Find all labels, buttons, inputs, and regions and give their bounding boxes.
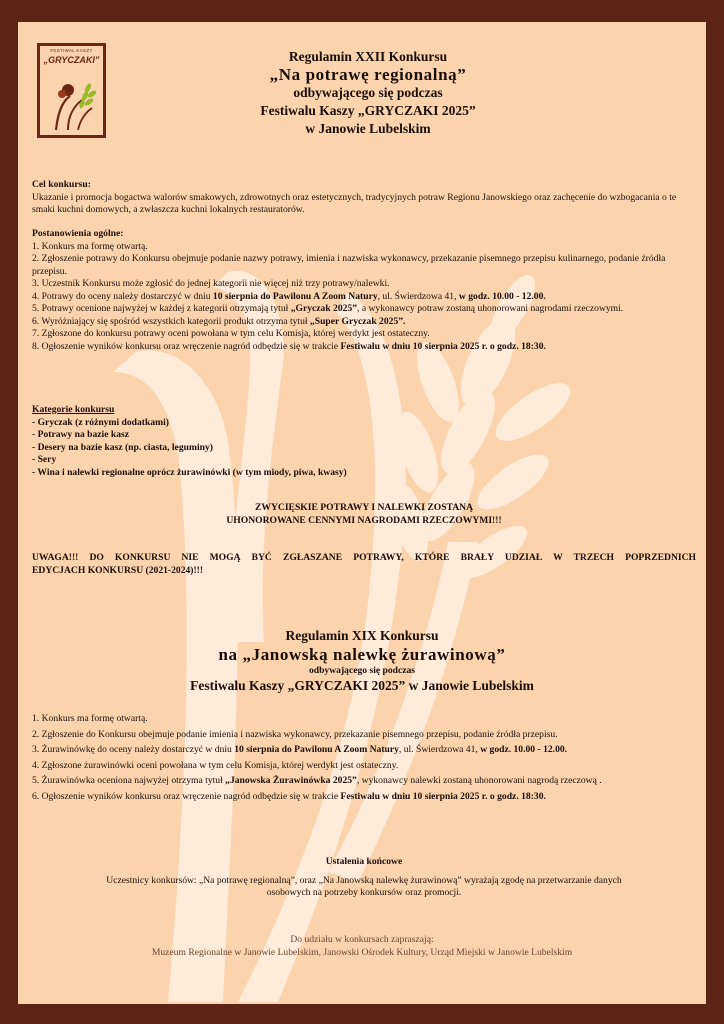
- footer-line-1: Do udziału w konkursach zapraszają:: [290, 934, 434, 945]
- category-item: - Gryczak (z różnymi dodatkami): [32, 416, 169, 428]
- general-rule-5-cont: rzeczowymi.: [573, 303, 624, 314]
- goal-section: [32, 179, 696, 217]
- second-rule-5-title: „Janowska Żurawinówka 2025”: [225, 775, 357, 786]
- categories-title: Kategorie konkursu: [32, 404, 115, 415]
- second-contest-name: na „Janowską nalewkę żurawinową”: [218, 645, 506, 664]
- goal-title: Cel konkursu:: [32, 179, 91, 190]
- prizes-line-1: ZWYCIĘSKIE POTRAWY I NALEWKI ZOSTANĄ: [254, 502, 474, 513]
- general-rule-8-date: Festiwalu w dniu 10 sierpnia 2025 r. o godz. 18:30.: [340, 340, 546, 352]
- header-contest-name: „Na potrawę regionalną”: [269, 65, 467, 84]
- general-rule-6: [32, 316, 696, 329]
- final-title: Ustalenia końcowe: [325, 856, 403, 867]
- second-rules-section: [32, 711, 696, 804]
- general-rule-3: 3. Uczestnik Konkursu może zgłosić do jednej kategorii nie więcej niż trzy potrawy/nalewki.: [32, 278, 390, 289]
- footer-organizers: Muzeum Regionalne w Janowie Lubelskim, Janowski Ośrodek Kultury, Urząd Miejski w Janowie Lubelskim: [151, 946, 573, 958]
- second-header-line-4: Festiwalu Kaszy „GRYCZAKI 2025” w Janowie Lubelskim: [190, 678, 534, 693]
- general-rule-1: 1. Konkurs ma formę otwartą.: [32, 240, 148, 252]
- warning-notice: [32, 552, 696, 577]
- general-rule-5: [32, 303, 696, 316]
- second-header-line-1: Regulamin XIX Konkursu: [285, 628, 439, 643]
- warning-line-1: UWAGA!!! DO KONKURSU NIE MOGĄ BYĆ ZGŁASZANE POTRAWY, KTÓRE BRAŁY UDZIAŁ W TRZECH POPRZEDNICH: [32, 552, 696, 563]
- second-rule-5: [32, 773, 696, 789]
- general-rule-5-title: „Gryczak 2025”: [290, 303, 358, 314]
- second-rule-5-text-end: , wykonawcy nalewki zostaną uhonorowani nagrodą rzeczową .: [356, 775, 602, 786]
- second-rule-6-text: 6. Ogłoszenie wyników konkursu oraz wręczenie nagród odbędzie się w trakcie: [32, 790, 341, 802]
- logo-name: „GRYCZAKI”: [43, 55, 100, 65]
- goal-text: Ukazanie i promocja bogactwa walorów smakowych, zdrowotnych oraz estetycznych, tradycyjnych potraw Regionu Janowskiego oraz zachęcenie do wzbogacania o te smaki kuchni domowych, a zwłaszcza kuchni lokalnych restauratorów.: [32, 191, 677, 215]
- second-rule-3-hours: w godz. 10.00 - 12.00.: [480, 744, 568, 755]
- general-rule-6-text: 6. Wyróżniający się spośród wszystkich kategorii produkt otrzyma tytuł: [32, 315, 310, 327]
- category-item: - Sery: [32, 454, 57, 465]
- poster-sheet: [18, 22, 706, 1004]
- header-line-3: odbywającego się podczas: [293, 85, 443, 100]
- second-rule-3-text: 3. Żurawinówkę do oceny należy dostarczyć w dniu: [32, 744, 235, 755]
- second-header-line-3: odbywającego się podczas: [308, 665, 416, 676]
- header-title-block: [138, 48, 598, 138]
- general-rule-4: [32, 291, 696, 304]
- prizes-line-2: UHONOROWANE CENNYMI NAGRODAMI RZECZOWYMI!!!: [226, 514, 502, 526]
- header-line-1: Regulamin XXII Konkursu: [288, 49, 448, 64]
- general-rule-2-text: 2. Zgłoszenie potrawy do Konkursu obejmuje podanie nazwy potrawy, imienia i nazwiska wykonawcy, przekazanie pisemnego przepisu kulinarnego,: [32, 253, 607, 264]
- general-rule-8: [32, 341, 696, 354]
- general-rules-title: Postanowienia ogólne:: [32, 228, 124, 239]
- logo-festival-label: FESTIWAL KASZY: [50, 48, 93, 53]
- final-section: [32, 856, 696, 900]
- prizes-notice: [32, 502, 696, 527]
- general-rule-7: 7. Zgłoszone do konkursu potrawy oceni powołana w tym celu Komisja, której werdykt jest ostateczny.: [32, 328, 430, 339]
- second-rule-6: [32, 789, 696, 805]
- second-rule-3: [32, 742, 696, 758]
- general-rule-4-address: , ul. Świerdzowa 41,: [377, 290, 459, 302]
- final-line-1: Uczestnicy konkursów: „Na potrawę regionalną”, oraz „Na Janowską nalewkę żurawinową” wyrażają zgodę na przetwarzanie danych: [106, 874, 622, 886]
- second-rule-3-address: , ul. Świerdzowa 41,: [398, 744, 481, 755]
- second-rule-5-text: 5. Żurawinówka oceniona najwyżej otrzyma tytuł: [32, 775, 226, 786]
- general-rule-8-text: 8. Ogłoszenie wyników konkursu oraz wręczenie nagród odbędzie się w trakcie: [32, 340, 341, 352]
- header-line-4: Festiwalu Kaszy „GRYCZAKI 2025”: [260, 103, 476, 118]
- categories-section: [32, 404, 696, 479]
- header-line-5: w Janowie Lubelskim: [305, 121, 431, 136]
- second-rule-6-date: Festiwalu w dniu 10 sierpnia 2025 r. o godz. 18:30.: [340, 790, 546, 802]
- second-rule-1: 1. Konkurs ma formę otwartą.: [32, 713, 148, 724]
- second-rule-3-place: 10 sierpnia do Pawilonu A Zoom Natury: [234, 744, 399, 755]
- general-rule-5-text: 5. Potrawy ocenione najwyżej w każdej z kategorii otrzymają tytuł: [32, 303, 291, 314]
- second-header-block: [18, 626, 706, 695]
- category-item: - Wina i nalewki regionalne oprócz żurawinówki (w tym miody, piwa, kwasy): [32, 466, 347, 478]
- general-rule-6-title: „Super Gryczak 2025”.: [309, 315, 406, 327]
- warning-line-2: EDYCJACH KONKURSU (2021-2024)!!!: [32, 564, 204, 576]
- general-rule-5-text-end: , a wykonawcy potraw zostaną uhonorowani nagrodami: [357, 303, 572, 314]
- second-rule-2: 2. Zgłoszenie do Konkursu obejmuje podanie imienia i nazwiska wykonawcy, przekazanie pisemnego przepisu, podanie źródła przepisu.: [32, 728, 558, 740]
- general-rule-2: [32, 253, 696, 278]
- general-rule-4-place: 10 sierpnia do Pawilonu A Zoom Natury: [212, 290, 378, 302]
- general-rules-section: [32, 228, 696, 353]
- second-rule-4: 4. Zgłoszone żurawinówki oceni powołana w tym celu Komisja, której werdykt jest ostateczny.: [32, 759, 399, 771]
- general-rule-4-hours: w godz. 10.00 - 12.00.: [458, 290, 546, 302]
- footer-invitation: [18, 934, 706, 959]
- general-rule-4-text: 4. Potrawy do oceny należy dostarczyć w dniu: [32, 290, 213, 302]
- final-line-2: osobowych na potrzeby konkursów oraz promocji.: [266, 887, 462, 898]
- general-rule-2-cont: podanie źródła przepisu.: [32, 253, 666, 277]
- category-item: - Desery na bazie kasz (np. ciasta, leguminy): [32, 441, 213, 453]
- category-item: - Potrawy na bazie kasz: [32, 429, 129, 440]
